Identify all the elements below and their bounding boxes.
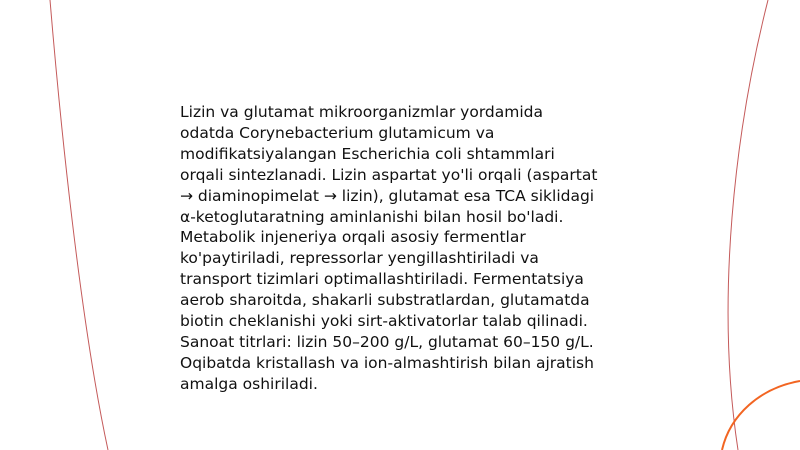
body-text: Lizin va glutamat mikroorganizmlar yordamida odatda Corynebacterium glutamicum va modifikatsiyalangan Escherichia coli shtammlari orqali sintezlanadi. Lizin aspartat yo'li orqali (aspartat → diaminopimelat → lizin), glutamat esa TCA siklidagi α-ketoglutaratning aminlanishi bilan hosil bo'ladi. Metabolik injeneriya orqali asosiy fermentlar ko'paytiriladi, repressorlar yengillashtiriladi va transport tizimlari optimallashtiriladi. Fermentatsiya aerob sharoitda, shakarli substratlardan, glutamatda biotin cheklanishi yoki sirt-aktivatorlar talab qilinadi. Sanoat titrlari: lizin 50–200 g/L, glutamat 60–150 g/L. Oqibatda kristallash va ion-almashtirish bilan ajratish amalga oshiriladi.	[180, 103, 598, 393]
right-arc	[728, 0, 768, 450]
left-arc	[50, 0, 108, 450]
